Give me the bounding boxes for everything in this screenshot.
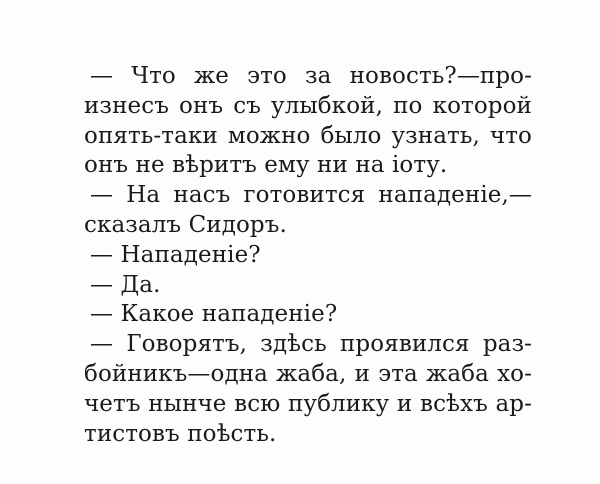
text-line: бойникъ—одна жаба, и эта жаба хо-: [84, 360, 532, 387]
dialogue-text: [84, 62, 532, 449]
text-line: — Да.: [90, 271, 161, 298]
text-line: — Какое нападеніе?: [90, 301, 338, 328]
text-line: сказалъ Сидоръ.: [84, 211, 287, 238]
text-line: опять-таки можно было узнать, что: [84, 122, 532, 149]
text-line: онъ не вѣритъ ему ни на іоту.: [84, 152, 448, 179]
text-line: — Нападеніе?: [90, 241, 261, 268]
text-line: — Говорятъ, здѣсь проявился раз-: [90, 331, 532, 358]
text-line: — На насъ готовится нападеніе,—: [90, 182, 532, 209]
text-line: — Что же это за новость?—про-: [90, 63, 532, 89]
text-line: изнесъ онъ съ улыбкой, по которой: [84, 92, 532, 119]
text-line: четъ нынче всю публику и всѣхъ ар-: [84, 390, 532, 417]
text-line: тистовъ поѣсть.: [84, 420, 277, 447]
